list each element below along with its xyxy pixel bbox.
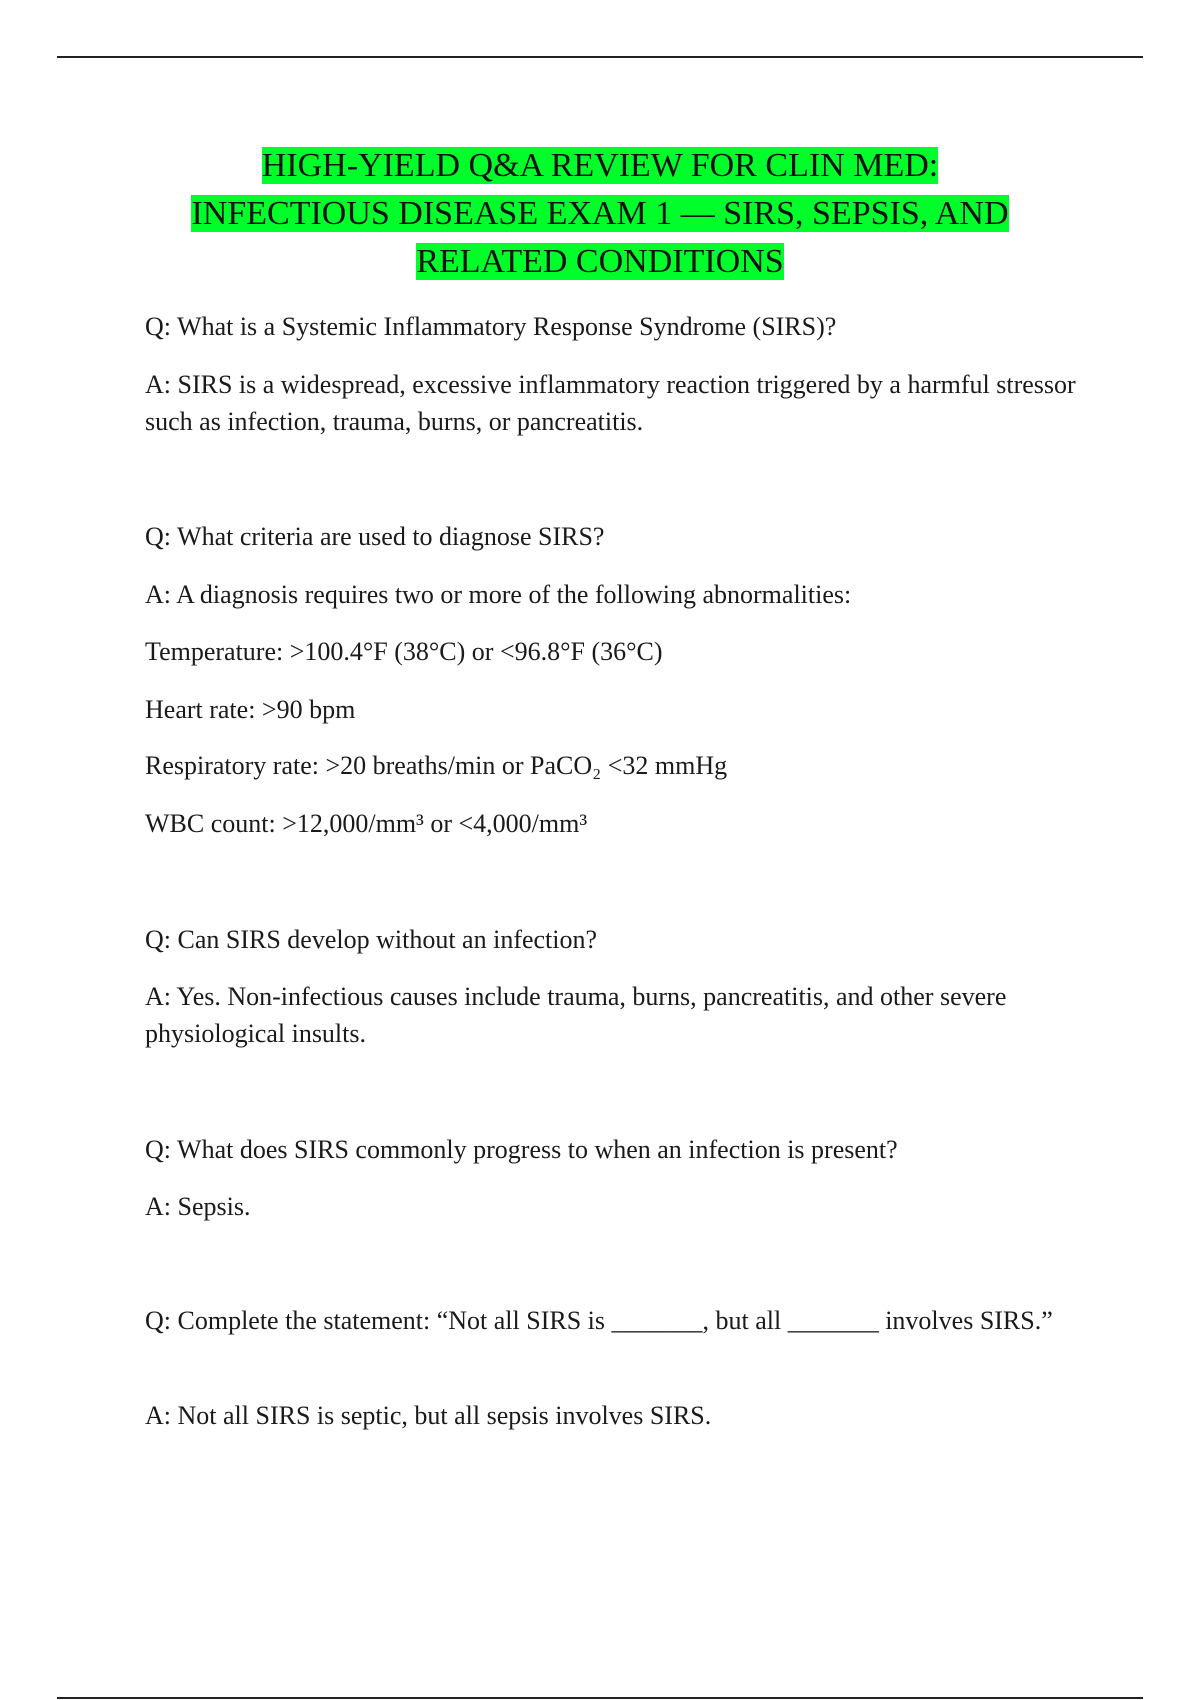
question-3: Q: Can SIRS develop without an infection? bbox=[145, 925, 598, 954]
criterion-respiratory-rate: Respiratory rate: >20 breaths/min or PaCO₂ <32 mmHg bbox=[145, 751, 728, 780]
answer-5: A: Not all SIRS is septic, but all sepsis involves SIRS. bbox=[145, 1401, 712, 1430]
answer-2: A: A diagnosis requires two or more of the following abnormalities: bbox=[145, 580, 852, 609]
question-4: Q: What does SIRS commonly progress to when an infection is present? bbox=[145, 1135, 898, 1164]
question-5: Q: Complete the statement: “Not all SIRS is _______, but all _______ involves SIRS.” bbox=[145, 1306, 1053, 1335]
answer-3: A: Yes. Non-infectious causes include trauma, burns, pancreatitis, and other severe physiological insults. bbox=[145, 982, 1007, 1048]
answer-1: A: SIRS is a widespread, excessive inflammatory reaction triggered by a harmful stressor such as infection, trauma, burns, or pancreatitis. bbox=[145, 370, 1076, 436]
criterion-wbc-count: WBC count: >12,000/mm³ or <4,000/mm³ bbox=[145, 809, 588, 838]
title-line-3 bbox=[120, 238, 1080, 286]
top-rule bbox=[57, 56, 1143, 58]
title-line-1-text: HIGH-YIELD Q&A REVIEW FOR CLIN MED: bbox=[261, 147, 939, 184]
question-1: Q: What is a Systemic Inflammatory Response Syndrome (SIRS)? bbox=[145, 312, 837, 341]
title-line-1 bbox=[120, 142, 1080, 190]
title-line-2-text: INFECTIOUS DISEASE EXAM 1 — SIRS, SEPSIS, AND bbox=[191, 195, 1009, 232]
question-2: Q: What criteria are used to diagnose SIRS? bbox=[145, 522, 605, 551]
answer-4: A: Sepsis. bbox=[145, 1192, 251, 1221]
title-line-3-text: RELATED CONDITIONS bbox=[416, 243, 784, 280]
bottom-rule bbox=[57, 1697, 1143, 1699]
criterion-heart-rate: Heart rate: >90 bpm bbox=[145, 695, 356, 724]
document-title bbox=[120, 142, 1080, 286]
criterion-temperature: Temperature: >100.4°F (38°C) or <96.8°F (36°C) bbox=[145, 637, 663, 666]
title-line-2 bbox=[120, 190, 1080, 238]
